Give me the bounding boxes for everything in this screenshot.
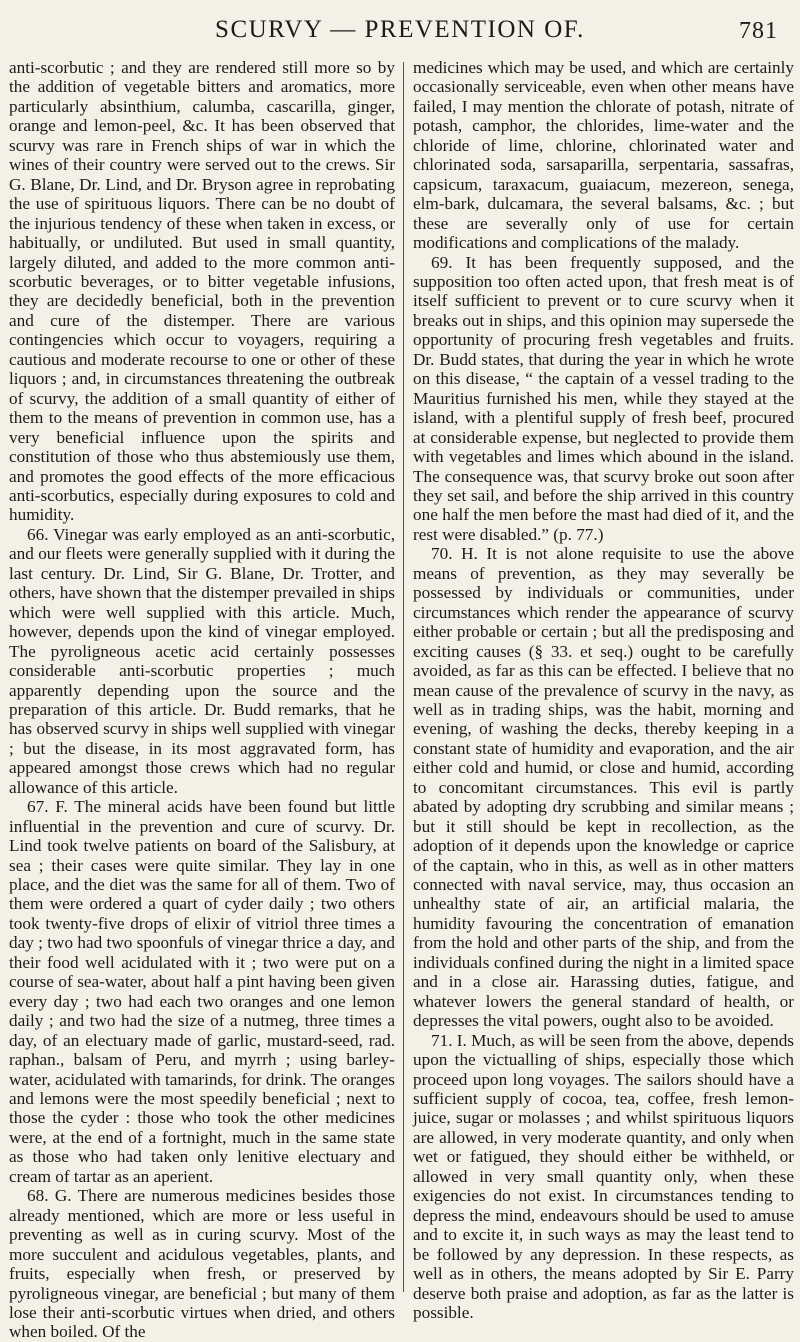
paragraph-70: 70. H. It is not alone requisite to use the above means of prevention, as they may severally be possessed by individuals or communities, under circumstances which render the appearance of scurvy either probable or certain ; but all the predisposing and exciting causes (§ 33. et seq.) ought to be carefully avoided, as far as this can be effected. I believe that no mean cause of the prevalence of scurvy in the navy, as well as in trading ships, was the habit, morning and evening, of washing the decks, thereby keeping in a constant state of humidity and evaporation, and the air either cold and humid, or close and humid, according to concomitant circumstances. This evil is partly abated by adopting dry scrubbing and similar means ; but it still should be kept in recollection, as the adoption of it depends upon the knowledge or caprice of the captain, who in this, as well as in other matters connected with naval service, may, thus occasion an unhealthy state of air, an artificial malaria, the humidity favouring the concentration of emanation from the hold and other parts of the ship, and from the individuals confined during the night in a limited space and in a close air. Harassing duties, fatigue, and whatever lowers the general standard of health, or depresses the vital powers, ought also to be avoided.: [413, 544, 794, 1031]
paragraph-66: 66. Vinegar was early employed as an anti-scorbutic, and our fleets were generally supplied with it during the last century. Dr. Lind, Sir G. Blane, Dr. Trotter, and others, have shown that the distemper prevailed in ships which were well supplied with this article. Much, however, depends upon the kind of vinegar employed. The pyroligneous acetic acid certainly possesses considerable anti-scorbutic properties ; much apparently depending upon the source and the preparation of this article. Dr. Budd remarks, that he has observed scurvy in ships well supplied with vinegar ; but the disease, in its most aggravated form, has appeared amongst those crews which had no regular allowance of this article.: [9, 524, 395, 797]
column-divider: [403, 62, 404, 1292]
right-column: [413, 58, 794, 1322]
paragraph-67: 67. F. The mineral acids have been found but little influential in the prevention and cure of scurvy. Dr. Lind took twelve patients on board of the Salisbury, at sea ; their cases were quite similar. They lay in one place, and the diet was the same for all of them. Two of them were ordered a quart of cyder daily ; two others took twenty-five drops of elixir of vitriol three times a day ; two had two spoonfuls of vinegar thrice a day, and their food well acidulated with it ; two were put on a course of sea-water, about half a pint having been given every day ; two had each two oranges and one lemon daily ; and two had the size of a nutmeg, three times a day, of an electuary made of garlic, mustard-seed, rad. raphan., balsam of Peru, and myrrh ; using barley-water, acidulated with tamarinds, for drink. The oranges and lemons were the most speedily beneficial ; next to those the cyder : those who took the other medicines were, at the end of a fortnight, much in the same state as those who had taken only lenitive electuary and cream of tartar as an aperient.: [9, 797, 395, 1186]
paragraph-65-continued: anti-scorbutic ; and they are rendered still more so by the addition of vegetable bitters and aromatics, more particularly absinthium, calumba, cascarilla, ginger, orange and lemon-peel, &c. It has been observed that scurvy was rare in French ships of war in which the wines of their country were served out to the crews. Sir G. Blane, Dr. Lind, and Dr. Bryson agree in reprobating the use of spirituous liquors. There can be no doubt of the injurious tendency of these when taken in excess, or habitually, or undiluted. But used in small quantity, largely diluted, and added to the more common anti-scorbutic beverages, or to bitter vegetable infusions, they are decidedly beneficial, both in the prevention and cure of the distemper. There are various contingencies which occur to voyagers, requiring a cautious and moderate recourse to one or other of these liquors ; and, in circumstances threatening the outbreak of scurvy, the addition of a small quantity of either of them to the means of prevention in common use, has a very beneficial influence upon the spirits and constitution of those who thus abstemiously use them, and promotes the good effects of the more efficacious anti-scorbutics, especially during exposures to cold and humidity.: [9, 58, 395, 525]
paragraph-68: 68. G. There are numerous medicines besides those already mentioned, which are more or less useful in preventing as well as in curing scurvy. Most of the more succulent and acidulous vegetables, plants, and fruits, especially when fresh, or preserved by pyroligneous vinegar, are beneficial ; but many of them lose their anti-scorbutic virtues when dried, and others when boiled. Of the: [9, 1186, 395, 1342]
page-header: [0, 16, 800, 52]
running-head: SCURVY — PREVENTION OF.: [215, 16, 585, 43]
paragraph-69: 69. It has been frequently supposed, and the supposition too often acted upon, that fresh meat is of itself sufficient to prevent or to cure scurvy when it breaks out in ships, and this opinion may supersede the opportunity of procuring fresh vegetables and fruits. Dr. Budd states, that during the year in which he wrote on this disease, “ the captain of a vessel trading to the Mauritius furnished his men, while they stayed at the island, with a plentiful supply of fresh beef, procured at considerable expense, but neglected to provide them with vegetables and limes which abound in the island. The consequence was, that scurvy broke out soon after they set sail, and before the ship arrived in this country one half the men before the mast had died of it, and the rest were disabled.” (p. 77.): [413, 252, 794, 544]
paragraph-71: 71. I. Much, as will be seen from the above, depends upon the victualling of ships, especially those which proceed upon long voyages. The sailors should have a sufficient supply of cocoa, tea, coffee, fresh lemon-juice, sugar or molasses ; and whilst spirituous liquors are allowed, in very moderate quantity, and only when wet or fatigued, they should either be withheld, or allowed in very small quantity only, when these exigencies do not exist. In circumstances tending to depress the mind, endeavours should be used to amuse and to excite it, in such ways as may the least tend to be followed by any depression. In these respects, as well as in others, the means adopted by Sir E. Parry deserve both praise and adoption, as far as the latter is possible.: [413, 1030, 794, 1322]
page-number: 781: [739, 18, 778, 44]
left-column: [9, 58, 395, 1342]
paragraph-68-continued: medicines which may be used, and which are certainly occasionally serviceable, even when other means have failed, I may mention the chlorate of potash, nitrate of potash, camphor, the chlorides, lime-water and the chloride of lime, chlorine, chlorinated water and chlorinated soda, sarsaparilla, serpentaria, sassafras, capsicum, taraxacum, guaiacum, mezereon, senega, elm-bark, dulcamara, the several balsams, &c. ; but these are severally only of use for certain modifications and complications of the malady.: [413, 58, 794, 253]
